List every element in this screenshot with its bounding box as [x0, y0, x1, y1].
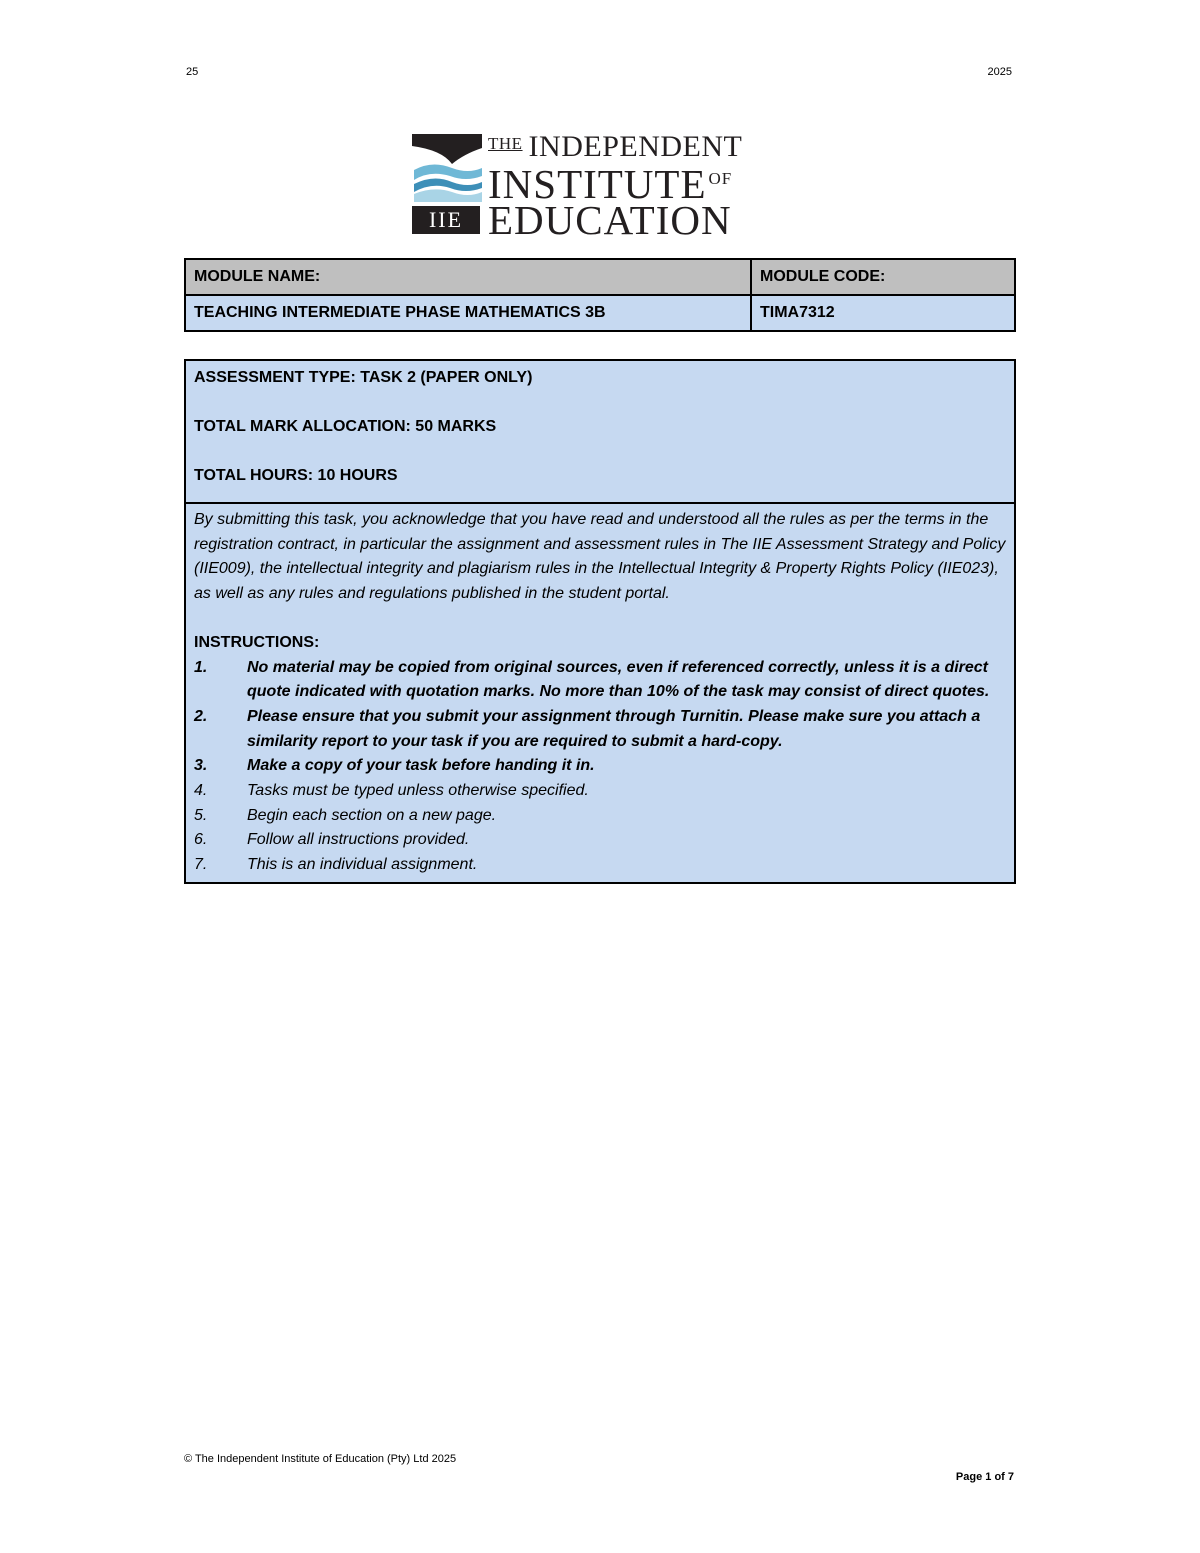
module-code-label: MODULE CODE:: [751, 259, 1015, 295]
list-item: 7. This is an individual assignment.: [194, 856, 478, 874]
acknowledgement-text: By submitting this task, you acknowledge that you have read and understood all the rules as per the terms in the registration contract, in particular the assignment and assessment rules in The IIE Assessment Strategy and Policy (IIE009), the intellectual integrity and plagiarism rules in the Intellectual Integrity & Property Rights Policy (IIE023), as well as any rules and regulations published in the student portal.: [194, 511, 1006, 603]
module-code-value: TIMA7312: [751, 295, 1015, 331]
footer-copyright: © The Independent Institute of Education (Pty) Ltd 2025: [184, 1453, 457, 1465]
instructions-list: [194, 656, 1006, 878]
page-number: Page 1 of 7: [955, 1471, 1014, 1483]
list-item: 6. Follow all instructions provided.: [194, 831, 470, 849]
assessment-summary: [186, 361, 1014, 504]
module-name-value: TEACHING INTERMEDIATE PHASE MATHEMATICS 3B: [185, 295, 751, 331]
list-item: 3. Make a copy of your task before handing it in.: [194, 757, 595, 775]
total-marks: TOTAL MARK ALLOCATION: 50 MARKS: [194, 418, 497, 435]
list-item: 1. No material may be copied from original sources, even if referenced correctly, unless it is a direct quote indicated with quotation marks. No more than 10% of the task may consist of direct quotes.: [194, 658, 990, 701]
logo-institute: INSTITUTE: [488, 161, 707, 207]
module-name-label: MODULE NAME:: [185, 259, 751, 295]
header-left-number: 25: [186, 66, 199, 78]
assessment-rules: [186, 504, 1014, 882]
logo-independent: INDEPENDENT: [528, 130, 743, 163]
list-item: 2. Please ensure that you submit your assignment through Turnitin. Please make sure you attach a similarity report to your task if you are required to submit a hard-copy.: [194, 707, 981, 750]
list-item: 5. Begin each section on a new page.: [194, 806, 497, 824]
assessment-box: [184, 359, 1016, 884]
header-year: 2025: [987, 66, 1012, 78]
logo-the: THE: [488, 134, 523, 153]
iie-logo: [412, 130, 788, 243]
logo-education: EDUCATION: [488, 197, 732, 243]
assessment-type: ASSESSMENT TYPE: TASK 2 (PAPER ONLY): [194, 369, 533, 386]
list-item: 4. Tasks must be typed unless otherwise specified.: [194, 782, 589, 800]
instructions-title: INSTRUCTIONS:: [194, 633, 320, 651]
iie-mark: IIE: [412, 206, 480, 234]
logo-of: OF: [708, 169, 733, 188]
module-table: [184, 258, 1016, 332]
total-hours: TOTAL HOURS: 10 HOURS: [194, 467, 398, 484]
